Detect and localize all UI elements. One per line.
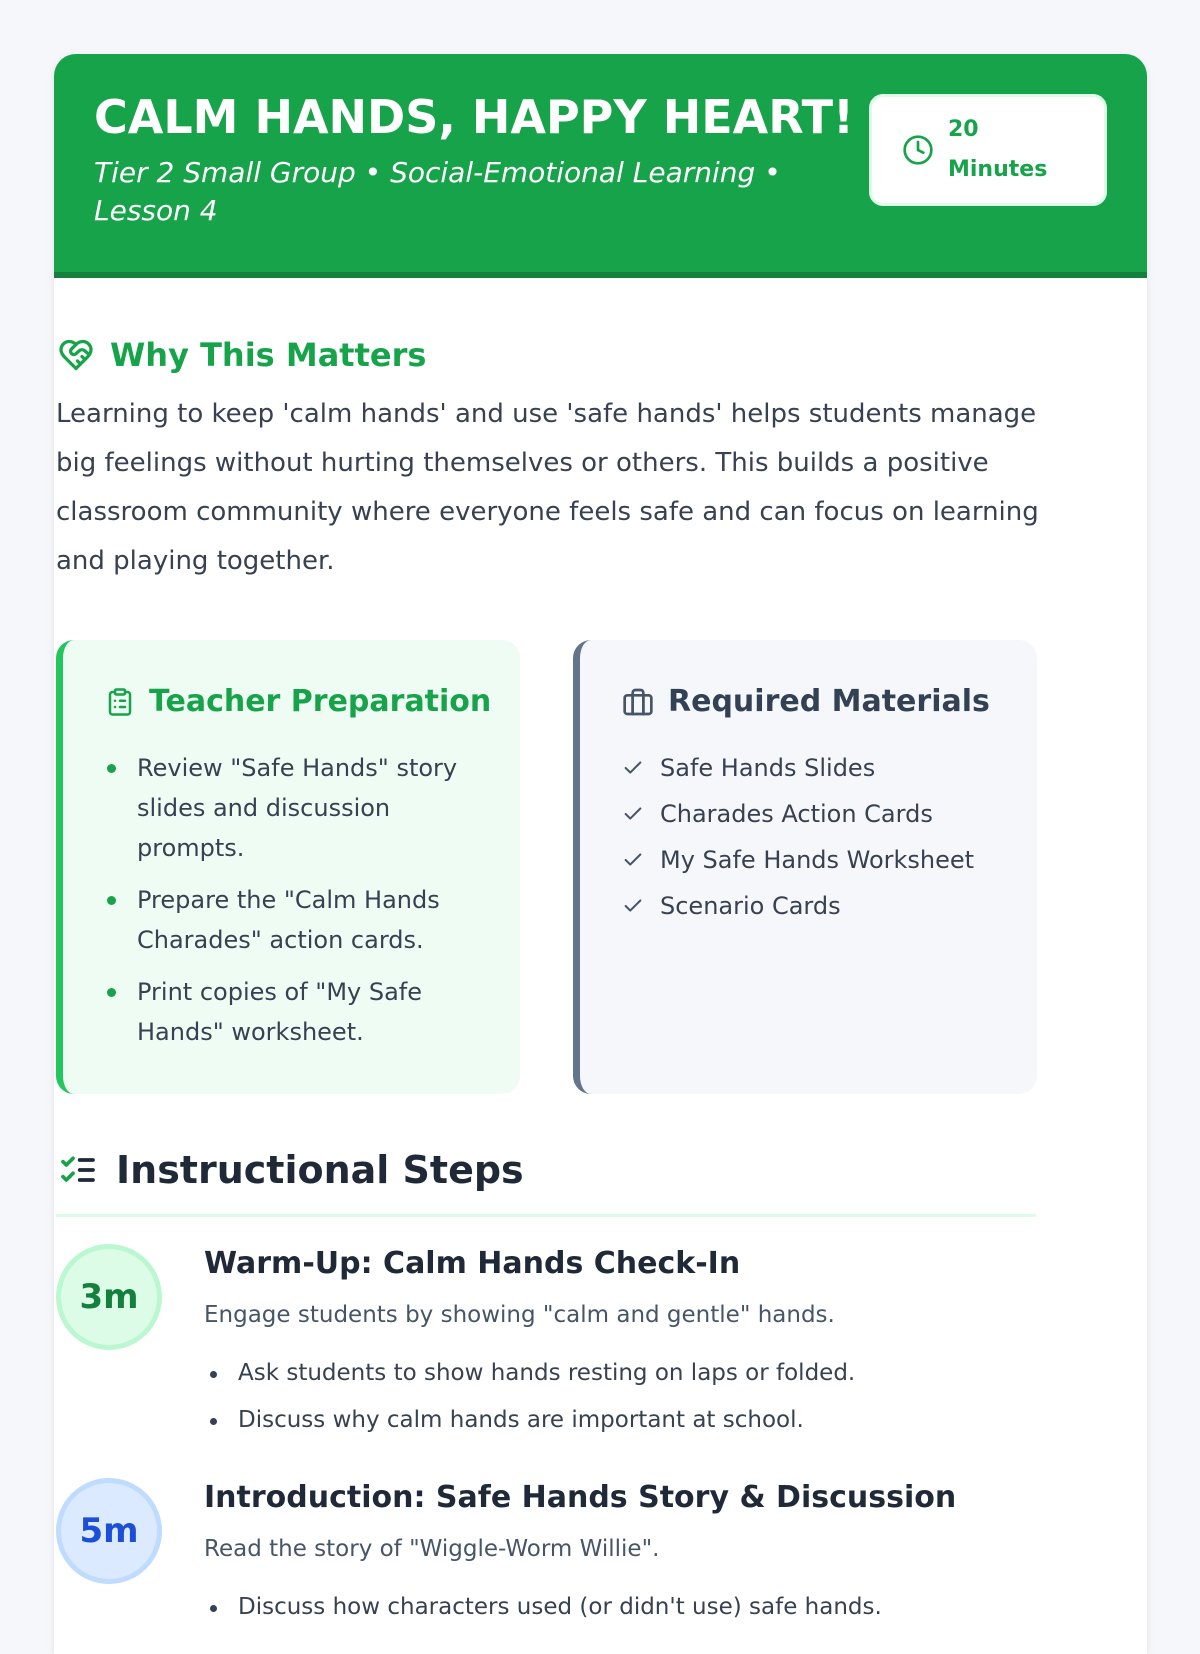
- list-item-text: Prepare the "Calm Hands Charades" action cards.: [137, 886, 440, 954]
- why-heading: [56, 336, 426, 374]
- briefcase-icon: [622, 686, 654, 718]
- divider: [56, 1214, 1036, 1217]
- list-item-text: Discuss why calm hands are important at school.: [238, 1407, 804, 1433]
- bullet-dot: [210, 1371, 217, 1378]
- list-item: [622, 840, 1022, 880]
- list-item: [204, 1397, 1034, 1444]
- list-item-text: Charades Action Cards: [660, 800, 933, 828]
- check-icon: [622, 849, 644, 871]
- step-bullets: [204, 1584, 1034, 1631]
- list-item-text: Review "Safe Hands" story slides and discussion prompts.: [137, 754, 458, 862]
- why-heading-label: Why This Matters: [110, 336, 427, 374]
- list-item: [105, 880, 475, 960]
- list-item-text: Safe Hands Slides: [660, 754, 876, 782]
- check-icon: [622, 757, 644, 779]
- duration-unit: Minutes: [948, 157, 1048, 182]
- list-item-text: My Safe Hands Worksheet: [660, 846, 975, 874]
- teacher-preparation-panel: [56, 640, 520, 1094]
- lesson-title: CALM HANDS, HAPPY HEART!: [94, 90, 854, 144]
- list-item: [622, 886, 1022, 926]
- checklist-icon: [56, 1150, 100, 1190]
- step-description: Read the story of "Wiggle-Worm Willie".: [204, 1536, 660, 1562]
- list-item: [105, 748, 475, 868]
- bullet-dot: [210, 1605, 217, 1612]
- list-item: [105, 972, 475, 1052]
- bullet-dot: [107, 896, 116, 905]
- duration-text: [948, 110, 1047, 190]
- steps-heading: [56, 1148, 524, 1192]
- lesson-subtitle: Tier 2 Small Group • Social-Emotional Learning • Lesson 4: [94, 156, 781, 227]
- list-item: [622, 748, 1022, 788]
- lesson-header: [54, 54, 1147, 278]
- check-icon: [622, 803, 644, 825]
- step-time-badge: 3m: [56, 1244, 162, 1350]
- materials-heading-label: Required Materials: [668, 684, 990, 719]
- heart-handshake-icon: [56, 337, 96, 373]
- list-item: [204, 1584, 1034, 1631]
- check-icon: [622, 895, 644, 917]
- list-item: [622, 794, 1022, 834]
- step-title: Warm-Up: Calm Hands Check-In: [204, 1246, 741, 1281]
- why-text: Learning to keep 'calm hands' and use 'safe hands' helps students manage big feelings without hurting themselves or others. This builds a positive classroom community where everyone feels safe and can focus on learning and playing together.: [56, 399, 1039, 576]
- required-materials-panel: [573, 640, 1037, 1094]
- list-item-text: Discuss how characters used (or didn't use) safe hands.: [238, 1594, 882, 1620]
- list-item-text: Print copies of "My Safe Hands" worksheet.: [137, 978, 423, 1046]
- materials-heading: [622, 684, 990, 719]
- preparation-heading-label: Teacher Preparation: [149, 684, 492, 719]
- list-item: [204, 1350, 1034, 1397]
- list-item-text: Scenario Cards: [660, 892, 841, 920]
- list-item-text: Ask students to show hands resting on laps or folded.: [238, 1360, 856, 1386]
- duration-badge: [869, 94, 1107, 206]
- step-time-badge: 5m: [56, 1478, 162, 1584]
- preparation-list: [105, 748, 475, 1064]
- step-description: Engage students by showing "calm and gentle" hands.: [204, 1302, 835, 1328]
- preparation-heading: [105, 684, 491, 719]
- step-bullets: [204, 1350, 1034, 1444]
- clock-icon: [902, 134, 934, 166]
- steps-heading-label: Instructional Steps: [116, 1148, 524, 1192]
- bullet-dot: [107, 764, 116, 773]
- bullet-dot: [210, 1418, 217, 1425]
- step-title: Introduction: Safe Hands Story & Discussion: [204, 1480, 957, 1515]
- clipboard-icon: [105, 686, 135, 718]
- duration-number: 20: [948, 117, 979, 142]
- bullet-dot: [107, 988, 116, 997]
- materials-list: [622, 748, 1022, 932]
